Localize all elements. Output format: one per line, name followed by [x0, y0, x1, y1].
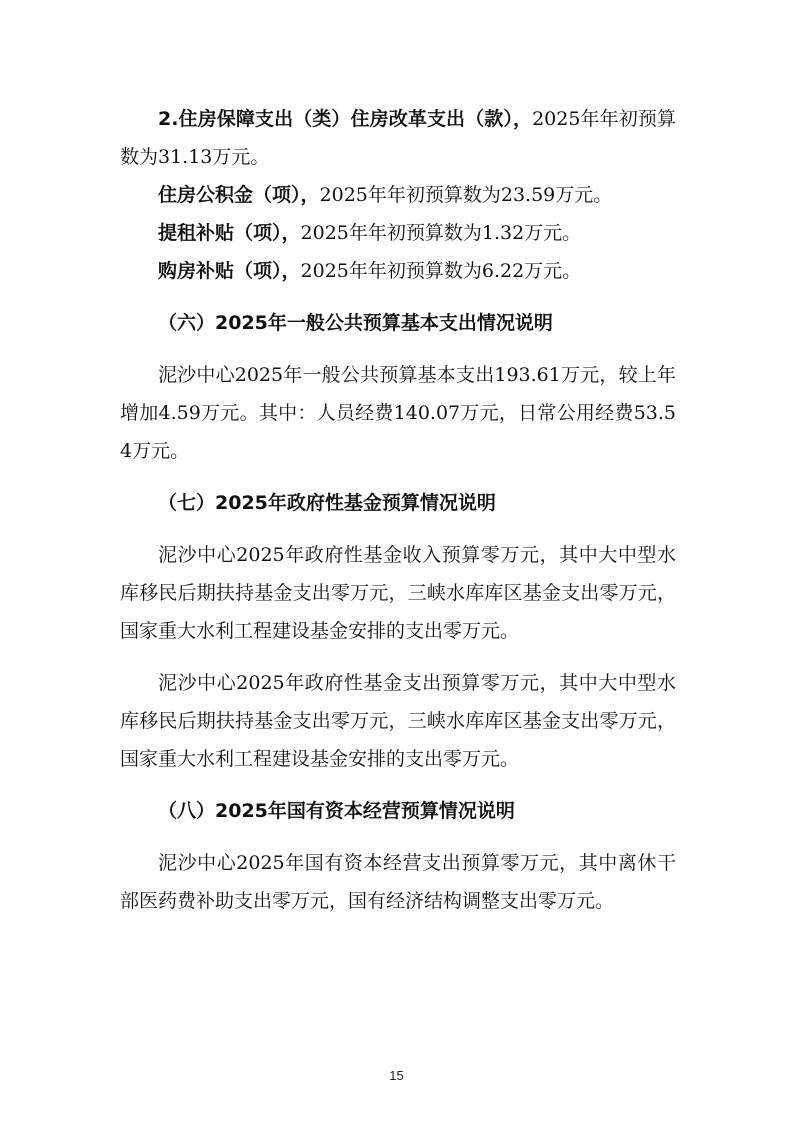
section-seven-heading: （七）2025年政府性基金预算情况说明	[158, 492, 496, 514]
section-seven-paragraph-1: 泥沙中心2025年政府性基金收入预算零万元，其中大中型水库移民后期扶持基金支出零万元，三峡水库库区基金支出零万元，国家重大水利工程建设基金安排的支出零万元。	[120, 544, 676, 642]
rent-subsidy-text: 2025年年初预算数为1.32万元。	[300, 222, 582, 244]
page-content	[120, 100, 676, 920]
page-number: 15	[389, 1068, 404, 1083]
housing-paragraph	[120, 100, 676, 176]
purchase-subsidy-text: 2025年年初预算数为6.22万元。	[300, 260, 582, 282]
purchase-subsidy-item	[120, 252, 676, 290]
section-eight-paragraph: 泥沙中心2025年国有资本经营支出预算零万元，其中离休干部医药费补助支出零万元，国有经济结构调整支出零万元。	[120, 852, 676, 912]
rent-subsidy-item	[120, 214, 676, 252]
section-eight-heading: （八）2025年国有资本经营预算情况说明	[158, 800, 515, 822]
housing-text: 2025年年初预算数为31.13万元。	[120, 108, 676, 168]
purchase-subsidy-lead: 购房补贴（项），	[158, 260, 301, 282]
housing-fund-lead: 住房公积金（项），	[158, 184, 320, 206]
housing-fund-item	[120, 176, 676, 214]
section-six-paragraph: 泥沙中心2025年一般公共预算基本支出193.61万元，较上年增加4.59万元。其中：人员经费140.07万元，日常公用经费53.54万元。	[120, 364, 676, 462]
housing-lead: 2.住房保障支出（类）住房改革支出（款），	[158, 108, 533, 130]
rent-subsidy-lead: 提租补贴（项），	[158, 222, 301, 244]
section-six-heading: （六）2025年一般公共预算基本支出情况说明	[158, 312, 553, 334]
housing-fund-text: 2025年年初预算数为23.59万元。	[319, 184, 613, 206]
section-seven-paragraph-2: 泥沙中心2025年政府性基金支出预算零万元，其中大中型水库移民后期扶持基金支出零万元，三峡水库库区基金支出零万元，国家重大水利工程建设基金安排的支出零万元。	[120, 672, 676, 770]
